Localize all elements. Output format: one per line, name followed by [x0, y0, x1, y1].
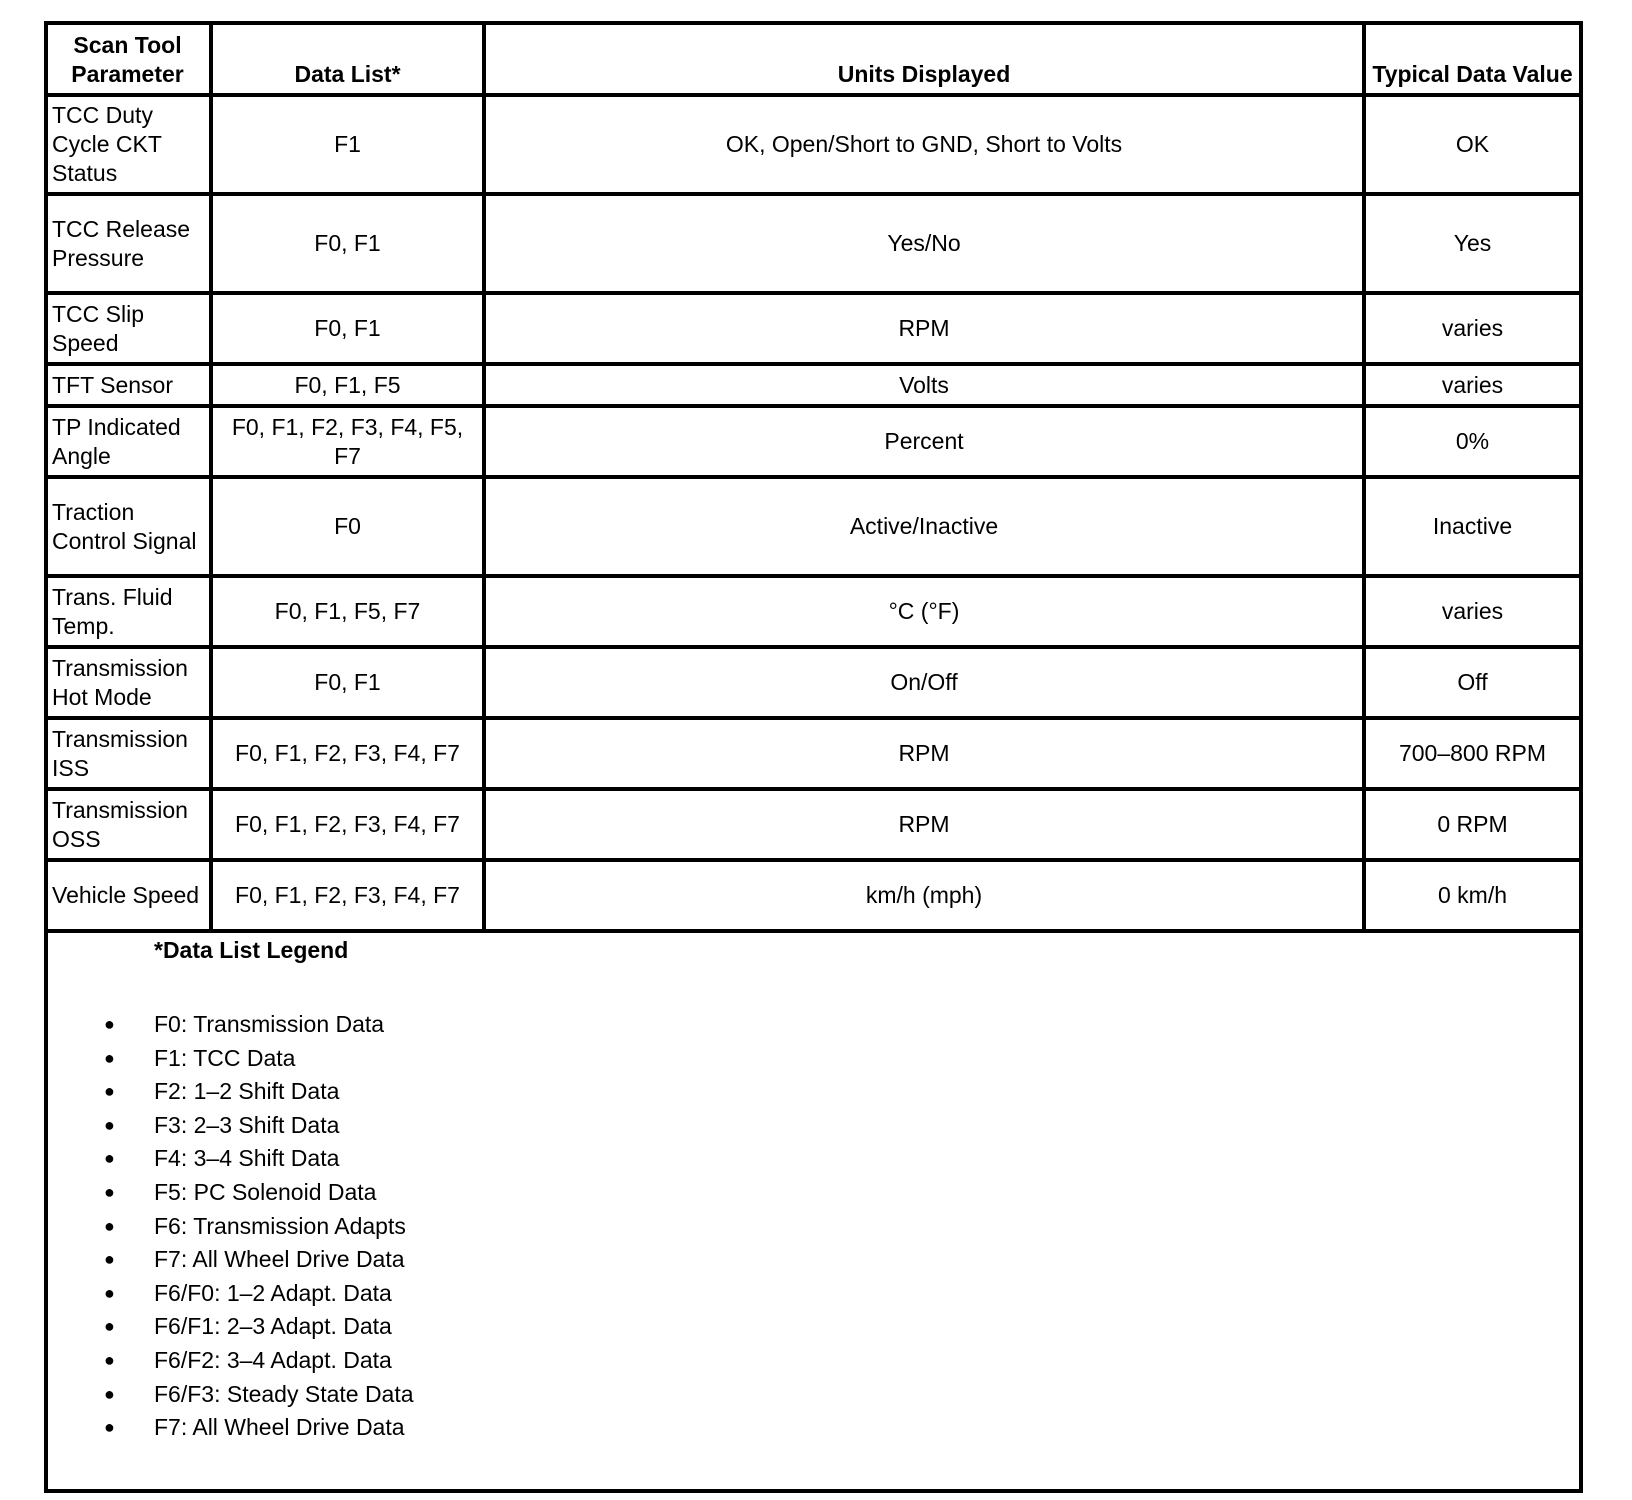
data-list-cell: F0, F1 [211, 194, 484, 293]
units-cell: Percent [484, 406, 1364, 477]
table-row [48, 718, 1579, 789]
legend-item-text: F5: PC Solenoid Data [154, 1178, 377, 1205]
legend-item-text: F6/F2: 3–4 Adapt. Data [154, 1346, 392, 1373]
legend-item-text: F4: 3–4 Shift Data [154, 1145, 340, 1172]
typical-value-cell: varies [1364, 576, 1579, 647]
parameter-cell: Transmission ISS [48, 718, 211, 789]
legend-title: *Data List Legend [154, 937, 349, 963]
typical-value-cell: 700–800 RPM [1364, 718, 1579, 789]
units-cell: °C (°F) [484, 576, 1364, 647]
data-list-cell: F0, F1, F2, F3, F4, F7 [211, 789, 484, 860]
parameter-cell: Transmission OSS [48, 789, 211, 860]
parameter-cell: Vehicle Speed [48, 860, 211, 931]
header-units-displayed: Units Displayed [484, 25, 1364, 95]
units-cell: RPM [484, 718, 1364, 789]
data-list-cell: F0, F1, F2, F3, F4, F7 [211, 718, 484, 789]
legend-item-text: F6/F1: 2–3 Adapt. Data [154, 1313, 392, 1340]
legend-item-text: F3: 2–3 Shift Data [154, 1111, 340, 1138]
parameter-cell: TCC Release Pressure [48, 194, 211, 293]
header-scan-tool-parameter: Scan Tool Parameter [48, 25, 211, 95]
bullet-icon: ● [104, 1081, 115, 1102]
bullet-icon: ● [104, 1014, 115, 1034]
typical-value-cell: 0% [1364, 406, 1579, 477]
table-row [48, 860, 1579, 931]
table-row [48, 194, 1579, 293]
parameter-cell: Traction Control Signal [48, 477, 211, 576]
data-list-cell: F0, F1, F5 [211, 364, 484, 406]
units-cell: RPM [484, 789, 1364, 860]
legend-item-text: F7: All Wheel Drive Data [154, 1414, 405, 1441]
data-list-cell: F0, F1 [211, 647, 484, 718]
bullet-icon: ● [104, 1148, 115, 1169]
parameter-cell: TP Indicated Angle [48, 406, 211, 477]
table-row [48, 406, 1579, 477]
table-row [48, 293, 1579, 364]
parameter-cell: Trans. Fluid Temp. [48, 576, 211, 647]
bullet-icon: ● [104, 1215, 115, 1236]
scan-tool-data-table [48, 25, 1579, 933]
bullet-icon: ● [104, 1114, 115, 1135]
header-data-list: Data List* [211, 25, 484, 95]
bullet-icon: ● [104, 1047, 115, 1068]
legend-item-text: F1: TCC Data [154, 1044, 296, 1071]
document-sheet [44, 21, 1583, 1493]
legend-item-text: F6: Transmission Adapts [154, 1212, 406, 1239]
data-list-cell: F1 [211, 95, 484, 194]
data-list-cell: F0, F1 [211, 293, 484, 364]
typical-value-cell: varies [1364, 364, 1579, 406]
bullet-icon: ● [104, 1383, 115, 1404]
units-cell: Active/Inactive [484, 477, 1364, 576]
bullet-icon: ● [104, 1316, 115, 1337]
table-row [48, 789, 1579, 860]
bullet-icon: ● [104, 1249, 115, 1270]
parameter-cell: TCC Slip Speed [48, 293, 211, 364]
legend-item-text: F6/F3: Steady State Data [154, 1380, 414, 1407]
bullet-icon: ● [104, 1417, 115, 1438]
typical-value-cell: Off [1364, 647, 1579, 718]
bullet-icon: ● [104, 1282, 115, 1303]
data-list-cell: F0 [211, 477, 484, 576]
header-row [48, 25, 1579, 95]
legend-item-text: F2: 1–2 Shift Data [154, 1078, 340, 1105]
data-list-cell: F0, F1, F2, F3, F4, F5, F7 [211, 406, 484, 477]
data-list-cell: F0, F1, F5, F7 [211, 576, 484, 647]
table-row [48, 364, 1579, 406]
bullet-icon: ● [104, 1349, 115, 1370]
header-typical-data-value: Typical Data Value [1364, 25, 1579, 95]
legend-item-text: F0: Transmission Data [154, 1011, 385, 1037]
typical-value-cell: Inactive [1364, 477, 1579, 576]
units-cell: Volts [484, 364, 1364, 406]
units-cell: OK, Open/Short to GND, Short to Volts [484, 95, 1364, 194]
data-list-cell: F0, F1, F2, F3, F4, F7 [211, 860, 484, 931]
table-row [48, 95, 1579, 194]
table-row [48, 477, 1579, 576]
units-cell: km/h (mph) [484, 860, 1364, 931]
parameter-cell: TFT Sensor [48, 364, 211, 406]
typical-value-cell: Yes [1364, 194, 1579, 293]
units-cell: Yes/No [484, 194, 1364, 293]
typical-value-cell: OK [1364, 95, 1579, 194]
typical-value-cell: 0 km/h [1364, 860, 1579, 931]
units-cell: On/Off [484, 647, 1364, 718]
legend-item-text: F7: All Wheel Drive Data [154, 1246, 405, 1273]
bullet-icon: ● [104, 1181, 115, 1202]
units-cell: RPM [484, 293, 1364, 364]
table-row [48, 576, 1579, 647]
table-row [48, 647, 1579, 718]
legend-item-text: F6/F0: 1–2 Adapt. Data [154, 1279, 392, 1306]
parameter-cell: Transmission Hot Mode [48, 647, 211, 718]
parameter-cell: TCC Duty Cycle CKT Status [48, 95, 211, 194]
typical-value-cell: varies [1364, 293, 1579, 364]
typical-value-cell: 0 RPM [1364, 789, 1579, 860]
